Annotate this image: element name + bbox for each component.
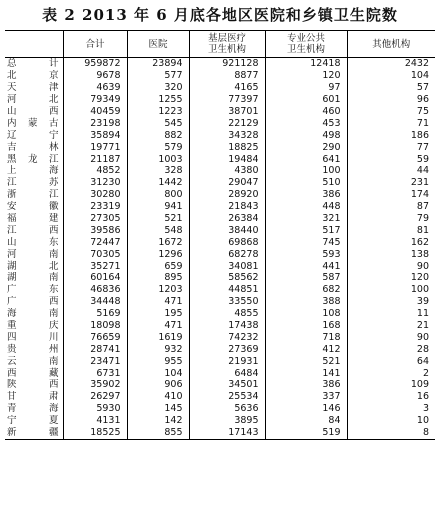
table-row xyxy=(5,379,435,391)
cell-primary-care: 17143 xyxy=(189,427,265,439)
table-row xyxy=(5,284,435,296)
cell-other: 75 xyxy=(347,106,435,118)
cell-hospitals: 195 xyxy=(127,308,189,320)
cell-public-health: 141 xyxy=(265,367,347,379)
cell-other: 71 xyxy=(347,117,435,129)
table-row xyxy=(5,236,435,248)
cell-other: 174 xyxy=(347,189,435,201)
table-row xyxy=(5,415,435,427)
cell-region: 山东 xyxy=(7,236,59,248)
cell-public-health: 412 xyxy=(265,343,347,355)
cell-other: 186 xyxy=(347,129,435,141)
cell-total: 31230 xyxy=(63,177,127,189)
cell-region: 宁夏 xyxy=(7,415,59,427)
table-row xyxy=(5,320,435,332)
cell-other: 104 xyxy=(347,70,435,82)
table-row xyxy=(5,355,435,367)
cell-total: 18525 xyxy=(63,427,127,439)
cell-total: 40459 xyxy=(63,106,127,118)
cell-public-health: 510 xyxy=(265,177,347,189)
table-row xyxy=(5,153,435,165)
cell-other: 2432 xyxy=(347,58,435,70)
header-cell-hospitals: 医院 xyxy=(127,31,189,58)
cell-public-health: 386 xyxy=(265,189,347,201)
cell-region: 山西 xyxy=(7,106,59,117)
table-row xyxy=(5,141,435,153)
cell-public-health: 587 xyxy=(265,272,347,284)
cell-primary-care: 68278 xyxy=(189,248,265,260)
cell-primary-care: 44851 xyxy=(189,284,265,296)
cell-primary-care: 69868 xyxy=(189,236,265,248)
cell-primary-care: 8877 xyxy=(189,70,265,82)
cell-public-health: 519 xyxy=(265,427,347,439)
cell-hospitals: 471 xyxy=(127,320,189,332)
cell-hospitals: 23894 xyxy=(127,58,189,70)
cell-total: 46836 xyxy=(63,284,127,296)
cell-other: 90 xyxy=(347,331,435,343)
cell-other: 21 xyxy=(347,320,435,332)
cell-region: 广东 xyxy=(7,284,59,296)
table-row xyxy=(5,129,435,141)
cell-total: 19771 xyxy=(63,141,127,153)
cell-region: 河南 xyxy=(7,248,59,260)
cell-hospitals: 882 xyxy=(127,129,189,141)
cell-other: 57 xyxy=(347,82,435,94)
cell-public-health: 641 xyxy=(265,153,347,165)
cell-other: 11 xyxy=(347,308,435,320)
cell-primary-care: 3895 xyxy=(189,415,265,427)
table-row xyxy=(5,70,435,82)
cell-other: 109 xyxy=(347,379,435,391)
cell-other: 162 xyxy=(347,236,435,248)
cell-hospitals: 855 xyxy=(127,427,189,439)
cell-region: 吉林 xyxy=(7,141,59,153)
cell-region: 辽宁 xyxy=(7,129,59,141)
cell-total: 34448 xyxy=(63,296,127,308)
cell-hospitals: 1003 xyxy=(127,153,189,165)
cell-hospitals: 104 xyxy=(127,367,189,379)
cell-public-health: 453 xyxy=(265,117,347,129)
cell-hospitals: 895 xyxy=(127,272,189,284)
cell-primary-care: 5636 xyxy=(189,403,265,415)
cell-total: 35894 xyxy=(63,129,127,141)
cell-primary-care: 34501 xyxy=(189,379,265,391)
cell-public-health: 682 xyxy=(265,284,347,296)
cell-region: 黑龙江 xyxy=(7,153,59,165)
cell-primary-care: 6484 xyxy=(189,367,265,379)
cell-hospitals: 320 xyxy=(127,82,189,94)
header-cell-primary-care: 基层医疗 卫生机构 xyxy=(189,31,265,58)
cell-public-health: 388 xyxy=(265,296,347,308)
table-row xyxy=(5,367,435,379)
cell-region: 江苏 xyxy=(7,177,59,189)
header-row xyxy=(5,31,435,58)
cell-hospitals: 1619 xyxy=(127,331,189,343)
cell-total: 959872 xyxy=(63,58,127,70)
cell-total: 35902 xyxy=(63,379,127,391)
cell-primary-care: 22129 xyxy=(189,117,265,129)
cell-region: 青海 xyxy=(7,403,59,415)
table-row xyxy=(5,391,435,403)
cell-total: 72447 xyxy=(63,236,127,248)
cell-total: 5169 xyxy=(63,308,127,320)
cell-total: 28741 xyxy=(63,343,127,355)
cell-public-health: 517 xyxy=(265,224,347,236)
cell-public-health: 321 xyxy=(265,213,347,225)
table-row xyxy=(5,296,435,308)
cell-hospitals: 145 xyxy=(127,403,189,415)
cell-region: 甘肃 xyxy=(7,391,59,403)
table-row xyxy=(5,213,435,225)
cell-total: 23198 xyxy=(63,117,127,129)
cell-other: 44 xyxy=(347,165,435,177)
cell-total: 9678 xyxy=(63,70,127,82)
cell-other: 231 xyxy=(347,177,435,189)
cell-region: 广西 xyxy=(7,296,59,308)
cell-public-health: 441 xyxy=(265,260,347,272)
table-row xyxy=(5,272,435,284)
cell-other: 79 xyxy=(347,213,435,225)
table-row xyxy=(5,331,435,343)
cell-public-health: 498 xyxy=(265,129,347,141)
cell-public-health: 521 xyxy=(265,355,347,367)
cell-region: 西藏 xyxy=(7,367,59,379)
cell-total: 6731 xyxy=(63,367,127,379)
cell-total: 70305 xyxy=(63,248,127,260)
cell-primary-care: 18825 xyxy=(189,141,265,153)
cell-total: 76659 xyxy=(63,331,127,343)
cell-region: 安徽 xyxy=(7,201,59,213)
cell-hospitals: 545 xyxy=(127,117,189,129)
cell-public-health: 84 xyxy=(265,415,347,427)
cell-other: 87 xyxy=(347,201,435,213)
cell-public-health: 290 xyxy=(265,141,347,153)
cell-region: 北京 xyxy=(7,70,59,82)
cell-primary-care: 34328 xyxy=(189,129,265,141)
cell-region: 内蒙古 xyxy=(7,117,59,129)
cell-primary-care: 77397 xyxy=(189,94,265,106)
table-row xyxy=(5,308,435,320)
cell-total: 18098 xyxy=(63,320,127,332)
cell-total: 35271 xyxy=(63,260,127,272)
cell-region: 湖北 xyxy=(7,260,59,272)
cell-other: 3 xyxy=(347,403,435,415)
cell-hospitals: 1296 xyxy=(127,248,189,260)
cell-total: 26297 xyxy=(63,391,127,403)
cell-primary-care: 34081 xyxy=(189,260,265,272)
cell-region: 总计 xyxy=(7,58,59,70)
cell-hospitals: 659 xyxy=(127,260,189,272)
cell-hospitals: 1203 xyxy=(127,284,189,296)
table-row xyxy=(5,165,435,177)
cell-public-health: 120 xyxy=(265,70,347,82)
cell-total: 39586 xyxy=(63,224,127,236)
table-row xyxy=(5,248,435,260)
cell-primary-care: 4855 xyxy=(189,308,265,320)
cell-public-health: 386 xyxy=(265,379,347,391)
cell-total: 27305 xyxy=(63,213,127,225)
header-cell-public-health: 专业公共 卫生机构 xyxy=(265,31,347,58)
cell-primary-care: 21843 xyxy=(189,201,265,213)
hospital-stats-table xyxy=(5,30,435,440)
cell-primary-care: 4165 xyxy=(189,82,265,94)
cell-primary-care: 921128 xyxy=(189,58,265,70)
table-row xyxy=(5,94,435,106)
cell-primary-care: 74232 xyxy=(189,331,265,343)
cell-other: 81 xyxy=(347,224,435,236)
table-row xyxy=(5,117,435,129)
cell-public-health: 97 xyxy=(265,82,347,94)
cell-other: 100 xyxy=(347,284,435,296)
cell-primary-care: 33550 xyxy=(189,296,265,308)
cell-other: 77 xyxy=(347,141,435,153)
cell-other: 59 xyxy=(347,153,435,165)
header-cell-other: 其他机构 xyxy=(347,31,435,58)
cell-total: 4131 xyxy=(63,415,127,427)
cell-hospitals: 1672 xyxy=(127,236,189,248)
cell-public-health: 460 xyxy=(265,106,347,118)
cell-primary-care: 19484 xyxy=(189,153,265,165)
cell-region: 浙江 xyxy=(7,189,59,201)
cell-hospitals: 955 xyxy=(127,355,189,367)
cell-public-health: 12418 xyxy=(265,58,347,70)
header-cell-region xyxy=(5,31,63,58)
cell-hospitals: 579 xyxy=(127,141,189,153)
cell-hospitals: 941 xyxy=(127,201,189,213)
cell-hospitals: 1223 xyxy=(127,106,189,118)
cell-public-health: 108 xyxy=(265,308,347,320)
cell-region: 江西 xyxy=(7,224,59,236)
cell-total: 5930 xyxy=(63,403,127,415)
cell-primary-care: 27369 xyxy=(189,343,265,355)
cell-other: 90 xyxy=(347,260,435,272)
table-row xyxy=(5,427,435,439)
cell-public-health: 601 xyxy=(265,94,347,106)
cell-other: 96 xyxy=(347,94,435,106)
cell-total: 60164 xyxy=(63,272,127,284)
cell-public-health: 745 xyxy=(265,236,347,248)
cell-primary-care: 58562 xyxy=(189,272,265,284)
cell-total: 79349 xyxy=(63,94,127,106)
cell-primary-care: 17438 xyxy=(189,320,265,332)
cell-region: 贵州 xyxy=(7,343,59,355)
cell-hospitals: 521 xyxy=(127,213,189,225)
cell-other: 120 xyxy=(347,272,435,284)
cell-hospitals: 932 xyxy=(127,343,189,355)
cell-public-health: 100 xyxy=(265,165,347,177)
cell-hospitals: 548 xyxy=(127,224,189,236)
table-row xyxy=(5,343,435,355)
cell-other: 64 xyxy=(347,355,435,367)
cell-public-health: 168 xyxy=(265,320,347,332)
cell-hospitals: 328 xyxy=(127,165,189,177)
cell-region: 新疆 xyxy=(5,427,63,439)
cell-region: 海南 xyxy=(7,308,59,320)
cell-public-health: 718 xyxy=(265,331,347,343)
cell-hospitals: 142 xyxy=(127,415,189,427)
cell-primary-care: 25534 xyxy=(189,391,265,403)
cell-primary-care: 26384 xyxy=(189,213,265,225)
cell-other: 10 xyxy=(347,415,435,427)
cell-hospitals: 577 xyxy=(127,70,189,82)
table-row xyxy=(5,224,435,236)
cell-other: 16 xyxy=(347,391,435,403)
cell-total: 23319 xyxy=(63,201,127,213)
cell-other: 39 xyxy=(347,296,435,308)
table-row xyxy=(5,58,435,70)
cell-total: 30280 xyxy=(63,189,127,201)
cell-region: 河北 xyxy=(7,94,59,106)
cell-hospitals: 800 xyxy=(127,189,189,201)
cell-other: 2 xyxy=(347,367,435,379)
cell-region: 湖南 xyxy=(7,272,59,284)
cell-public-health: 593 xyxy=(265,248,347,260)
cell-hospitals: 410 xyxy=(127,391,189,403)
table-row xyxy=(5,177,435,189)
cell-region: 上海 xyxy=(7,165,59,177)
cell-hospitals: 471 xyxy=(127,296,189,308)
cell-primary-care: 28920 xyxy=(189,189,265,201)
cell-total: 4852 xyxy=(63,165,127,177)
table-row xyxy=(5,189,435,201)
cell-public-health: 146 xyxy=(265,403,347,415)
cell-other: 28 xyxy=(347,343,435,355)
cell-region: 福建 xyxy=(7,213,59,225)
cell-hospitals: 1442 xyxy=(127,177,189,189)
cell-region: 天津 xyxy=(7,82,59,94)
cell-primary-care: 4380 xyxy=(189,165,265,177)
cell-region: 重庆 xyxy=(7,320,59,332)
cell-primary-care: 38440 xyxy=(189,224,265,236)
table-row xyxy=(5,106,435,118)
table-row xyxy=(5,201,435,213)
cell-other: 8 xyxy=(347,427,435,439)
cell-public-health: 337 xyxy=(265,391,347,403)
cell-primary-care: 21931 xyxy=(189,355,265,367)
table-body xyxy=(5,58,435,440)
cell-primary-care: 29047 xyxy=(189,177,265,189)
cell-public-health: 448 xyxy=(265,201,347,213)
cell-other: 138 xyxy=(347,248,435,260)
cell-region: 四川 xyxy=(7,331,59,343)
header-cell-total: 合计 xyxy=(63,31,127,58)
cell-total: 4639 xyxy=(63,82,127,94)
table-row xyxy=(5,260,435,272)
cell-total: 23471 xyxy=(63,355,127,367)
cell-region: 云南 xyxy=(7,355,59,367)
cell-primary-care: 38701 xyxy=(189,106,265,118)
table-title: 表 2 2013 年 6 月底各地区医院和乡镇卫生院数 xyxy=(42,6,398,24)
cell-hospitals: 1255 xyxy=(127,94,189,106)
cell-region: 陕西 xyxy=(7,379,59,391)
table-row xyxy=(5,403,435,415)
cell-total: 21187 xyxy=(63,153,127,165)
table-row xyxy=(5,82,435,94)
cell-hospitals: 906 xyxy=(127,379,189,391)
